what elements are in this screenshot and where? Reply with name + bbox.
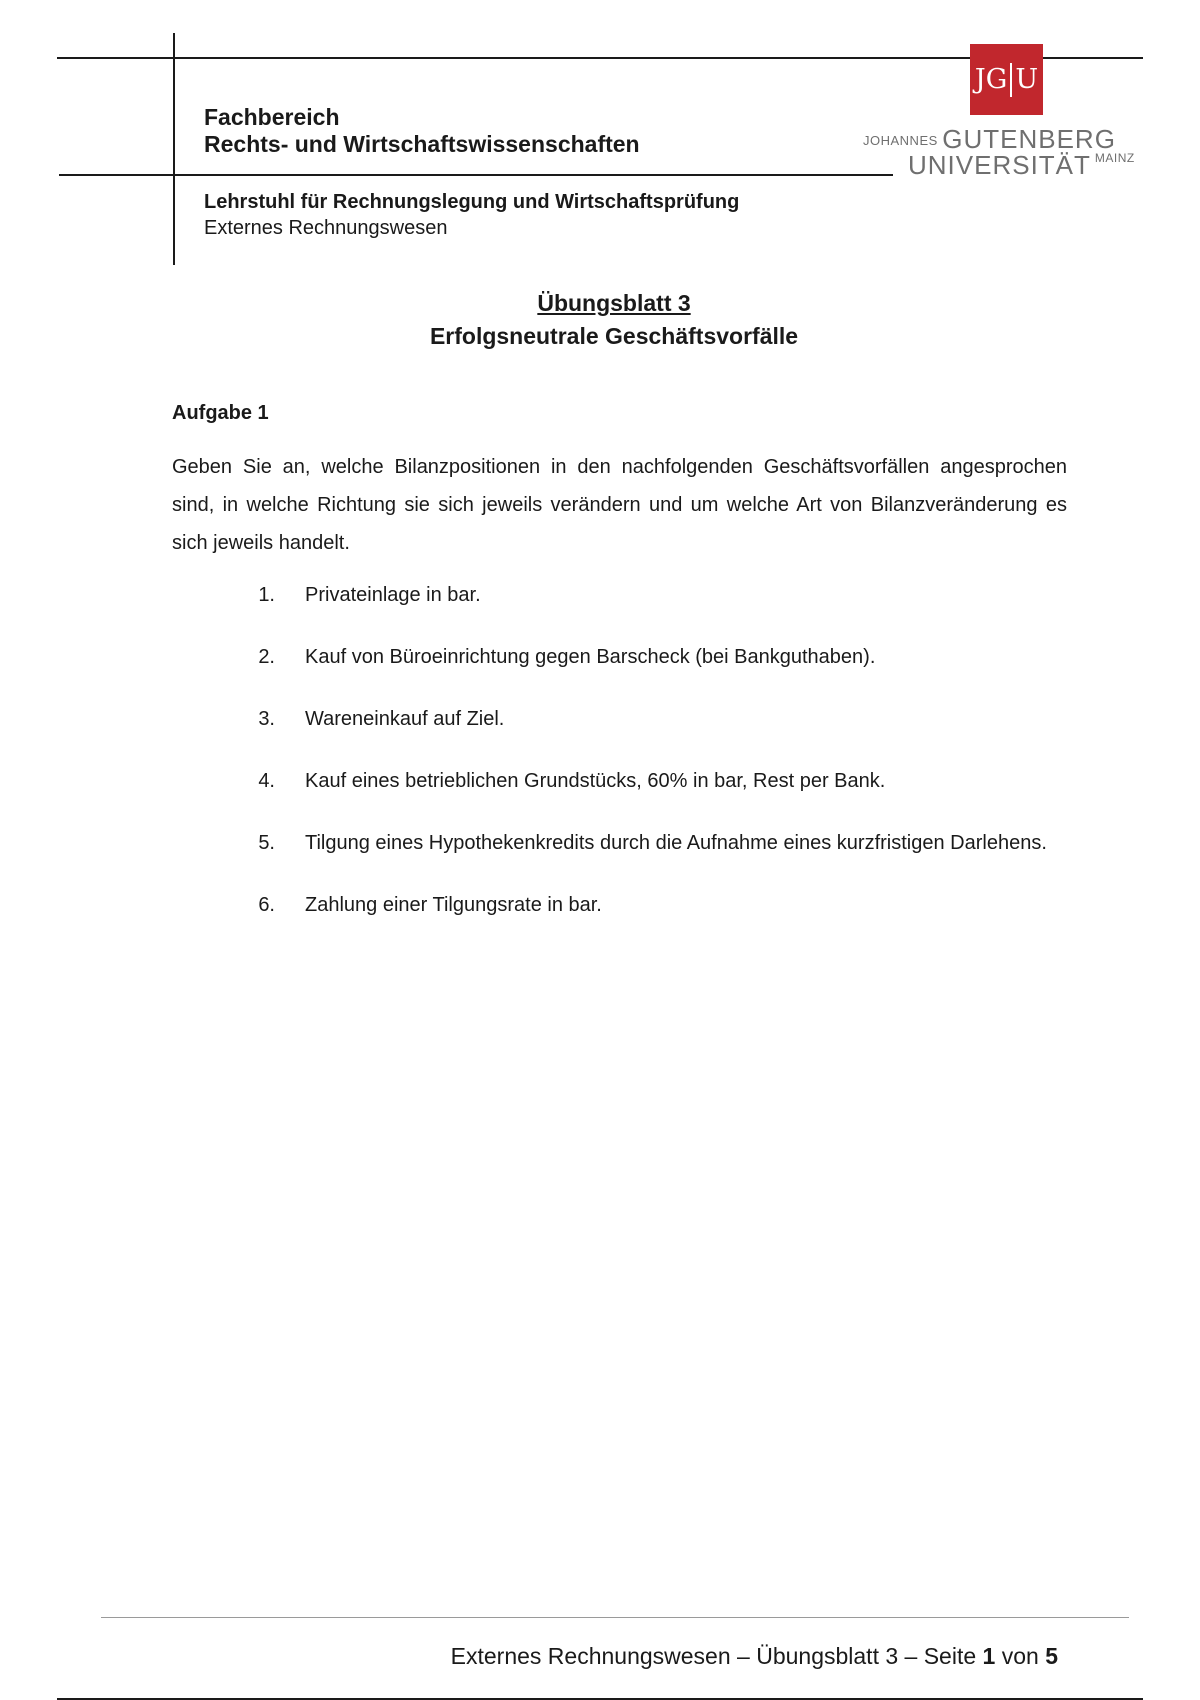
logo-mark-separator [1010, 63, 1012, 97]
chair-name: Lehrstuhl für Rechnungslegung und Wirtschaftsprüfung [204, 191, 740, 213]
task-instructions: Geben Sie an, welche Bilanzpositionen in den nachfolgenden Geschäftsvorfällen angesprochen sind, in welche Richtung sie sich jeweils verändern und um welche Art von Bilanzveränderung es sich jeweils handelt. [172, 456, 1067, 554]
department-line-2: Rechts- und Wirtschaftswissenschaften [204, 131, 640, 157]
department-name [204, 104, 640, 158]
sheet-title [0, 287, 1200, 353]
logo-mainz: MAINZ [1094, 151, 1135, 165]
logo-johannes: JOHANNES [863, 133, 938, 148]
list-item [240, 886, 1065, 924]
list-item-text: Privateinlage in bar. [305, 584, 481, 606]
logo-gutenberg: GUTENBERG [942, 124, 1116, 154]
chair-info [204, 189, 739, 241]
header-vertical-rule [173, 33, 175, 265]
jgu-logo-letters [970, 44, 1043, 115]
sheet-title-subtitle: Erfolgsneutrale Geschäftsvorfälle [429, 323, 799, 349]
list-item [240, 824, 1065, 862]
list-item-text: Kauf von Büroeinrichtung gegen Barscheck (bei Bankguthaben). [305, 646, 876, 668]
list-item-text: Kauf eines betrieblichen Grundstücks, 60% in bar, Rest per Bank. [305, 770, 886, 792]
task-heading: Aufgabe 1 [172, 402, 269, 424]
sheet-title-main: Übungsblatt 3 [537, 290, 691, 316]
logo-mark-right: U [1015, 64, 1039, 95]
list-item-text: Zahlung einer Tilgungsrate in bar. [305, 894, 602, 916]
list-item-number: 6. [258, 894, 275, 916]
list-item-number: 5. [258, 832, 275, 854]
footer-rule [101, 1617, 1129, 1618]
list-item [240, 638, 1065, 676]
logo-mark-left: JG [974, 64, 1008, 95]
list-item-number: 1. [258, 584, 275, 606]
header-middle-rule [59, 174, 893, 176]
list-item [240, 700, 1065, 738]
list-item [240, 762, 1065, 800]
list-item-text: Tilgung eines Hypothekenkredits durch die Aufnahme eines kurzfristigen Darlehens. [305, 832, 1047, 854]
footer-of-label: von [1001, 1643, 1039, 1669]
department-line-1: Fachbereich [204, 104, 340, 130]
logo-universitaet: UNIVERSITÄT [908, 150, 1091, 180]
page-footer [451, 1643, 1058, 1670]
jgu-logo-mark [970, 44, 1043, 115]
list-item-text: Wareneinkauf auf Ziel. [305, 708, 505, 730]
chair-subject: Externes Rechnungswesen [204, 217, 448, 239]
footer-page-total: 5 [1045, 1643, 1058, 1669]
list-item-number: 2. [258, 646, 275, 668]
transaction-list [240, 576, 1065, 948]
list-item-number: 3. [258, 708, 275, 730]
footer-text: Externes Rechnungswesen – Übungsblatt 3 – Seite [450, 1643, 977, 1669]
list-item-number: 4. [258, 770, 275, 792]
logo-wordmark-line-2 [908, 150, 1135, 181]
list-item [240, 576, 1065, 614]
university-logo [860, 44, 1135, 184]
footer-page-current: 1 [982, 1643, 996, 1669]
